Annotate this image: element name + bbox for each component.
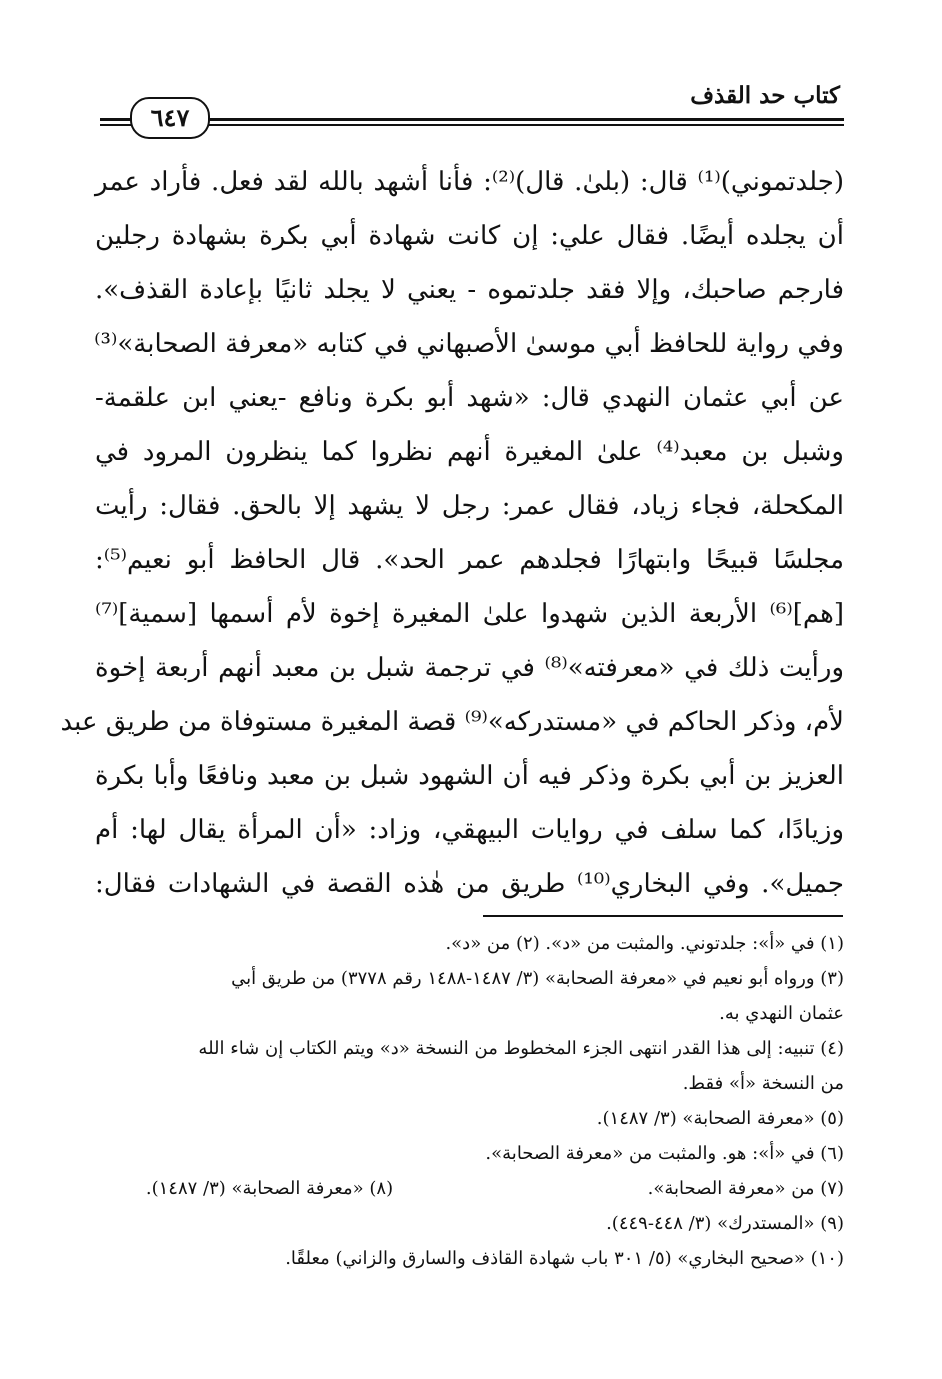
footnotes: [95, 926, 844, 1276]
page-number-badge: ٦٤٧: [130, 97, 210, 139]
header-rule-bottom: [100, 124, 844, 126]
text-line: أن يجلده أيضًا. فقال علي: إن كانت شهادة أبي بكرة بشهادة رجلين: [95, 221, 844, 251]
footnote-4-continuation: من النسخة «أ» فقط.: [682, 1073, 844, 1094]
footnote-5: (٥) «معرفة الصحابة» (٣/ ١٤٨٧).: [596, 1108, 844, 1129]
text-line: [هم]⁽⁶⁾ الأربعة الذين شهدوا علىٰ المغيرة إخوة لأم أسمها [سمية]⁽⁷⁾: [95, 599, 844, 629]
text-line: وشبل بن معبد⁽⁴⁾ علىٰ المغيرة أنهم نظروا كما ينظرون المرود في: [95, 437, 844, 467]
text-line: لأم، وذكر الحاكم في «مستدركه»⁽⁹⁾ قصة المغيرة مستوفاة من طريق عبد: [60, 707, 844, 737]
text-line: (جلدتموني)⁽¹⁾ قال: (بلىٰ. قال)⁽²⁾: فأنا أشهد بالله لقد فعل. فأراد عمر: [95, 167, 844, 197]
text-line: فارجم صاحبك، وإلا فقد جلدتموه - يعني لا يجلد ثانيًا بإعادة القذف».: [95, 275, 844, 305]
footnote-3: (٣) ورواه أبو نعيم في «معرفة الصحابة» (٣/ ١٤٨٧-١٤٨٨ رقم ٣٧٧٨) من طريق أبي: [231, 968, 844, 989]
footnote-4: (٤) تنبيه: إلى هذا القدر انتهى الجزء المخطوط من النسخة «د» ويتم الكتاب إن شاء الله: [198, 1038, 844, 1059]
text-line: عن أبي عثمان النهدي قال: «شهد أبو بكرة ونافع -يعني ابن علقمة-: [95, 383, 844, 413]
running-head-title: كتاب حد القذف: [690, 82, 840, 109]
footnote-1-2: (١) في «أ»: جلدتوني. والمثبت من «د». (٢) من «د».: [445, 933, 844, 954]
footnote-7: (٧) من «معرفة الصحابة».: [647, 1178, 844, 1199]
text-line: جميل». وفي البخاري⁽¹⁰⁾ طريق من هٰذه القصة في الشهادات فقال:: [95, 869, 844, 899]
text-line: وزيادًا، كما سلف في روايات البيهقي، وزاد: «أن المرأة يقال لها: أم: [95, 815, 844, 845]
main-text: [60, 155, 844, 911]
text-line: وفي رواية للحافظ أبي موسىٰ الأصبهاني في كتابه «معرفة الصحابة»⁽³⁾: [94, 329, 844, 359]
text-line: ورأيت ذلك في «معرفته»⁽⁸⁾ في ترجمة شبل بن معبد أنهم أربعة إخوة: [95, 653, 844, 683]
footnote-10: (١٠) «صحيح البخاري» (٥/ ٣٠١ باب شهادة القاذف والسارق والزاني) معلقًا.: [285, 1248, 844, 1269]
text-line: المكحلة، فجاء زياد، فقال عمر: رجل لا يشهد إلا بالحق. فقال: رأيت: [95, 491, 844, 521]
header-rule-top: [100, 118, 844, 121]
footnote-8: (٨) «معرفة الصحابة» (٣/ ١٤٨٧).: [145, 1178, 394, 1199]
footnote-row-7-8: [95, 1171, 844, 1206]
footnote-6: (٦) في «أ»: هو. والمثبت من «معرفة الصحابة».: [485, 1143, 844, 1164]
text-line: مجلسًا قبيحًا وابتهارًا فجلدهم عمر الحد». قال الحافظ أبو نعيم⁽⁵⁾:: [95, 545, 844, 575]
footnote-9: (٩) «المستدرك» (٣/ ٤٤٨-٤٤٩).: [606, 1213, 844, 1234]
text-line: العزيز بن أبي بكرة وذكر فيه أن الشهود شبل بن معبد ونافعًا وأبا بكرة: [95, 761, 844, 791]
footnote-separator: [483, 915, 843, 917]
footnote-3-continuation: عثمان النهدي به.: [719, 1003, 844, 1024]
